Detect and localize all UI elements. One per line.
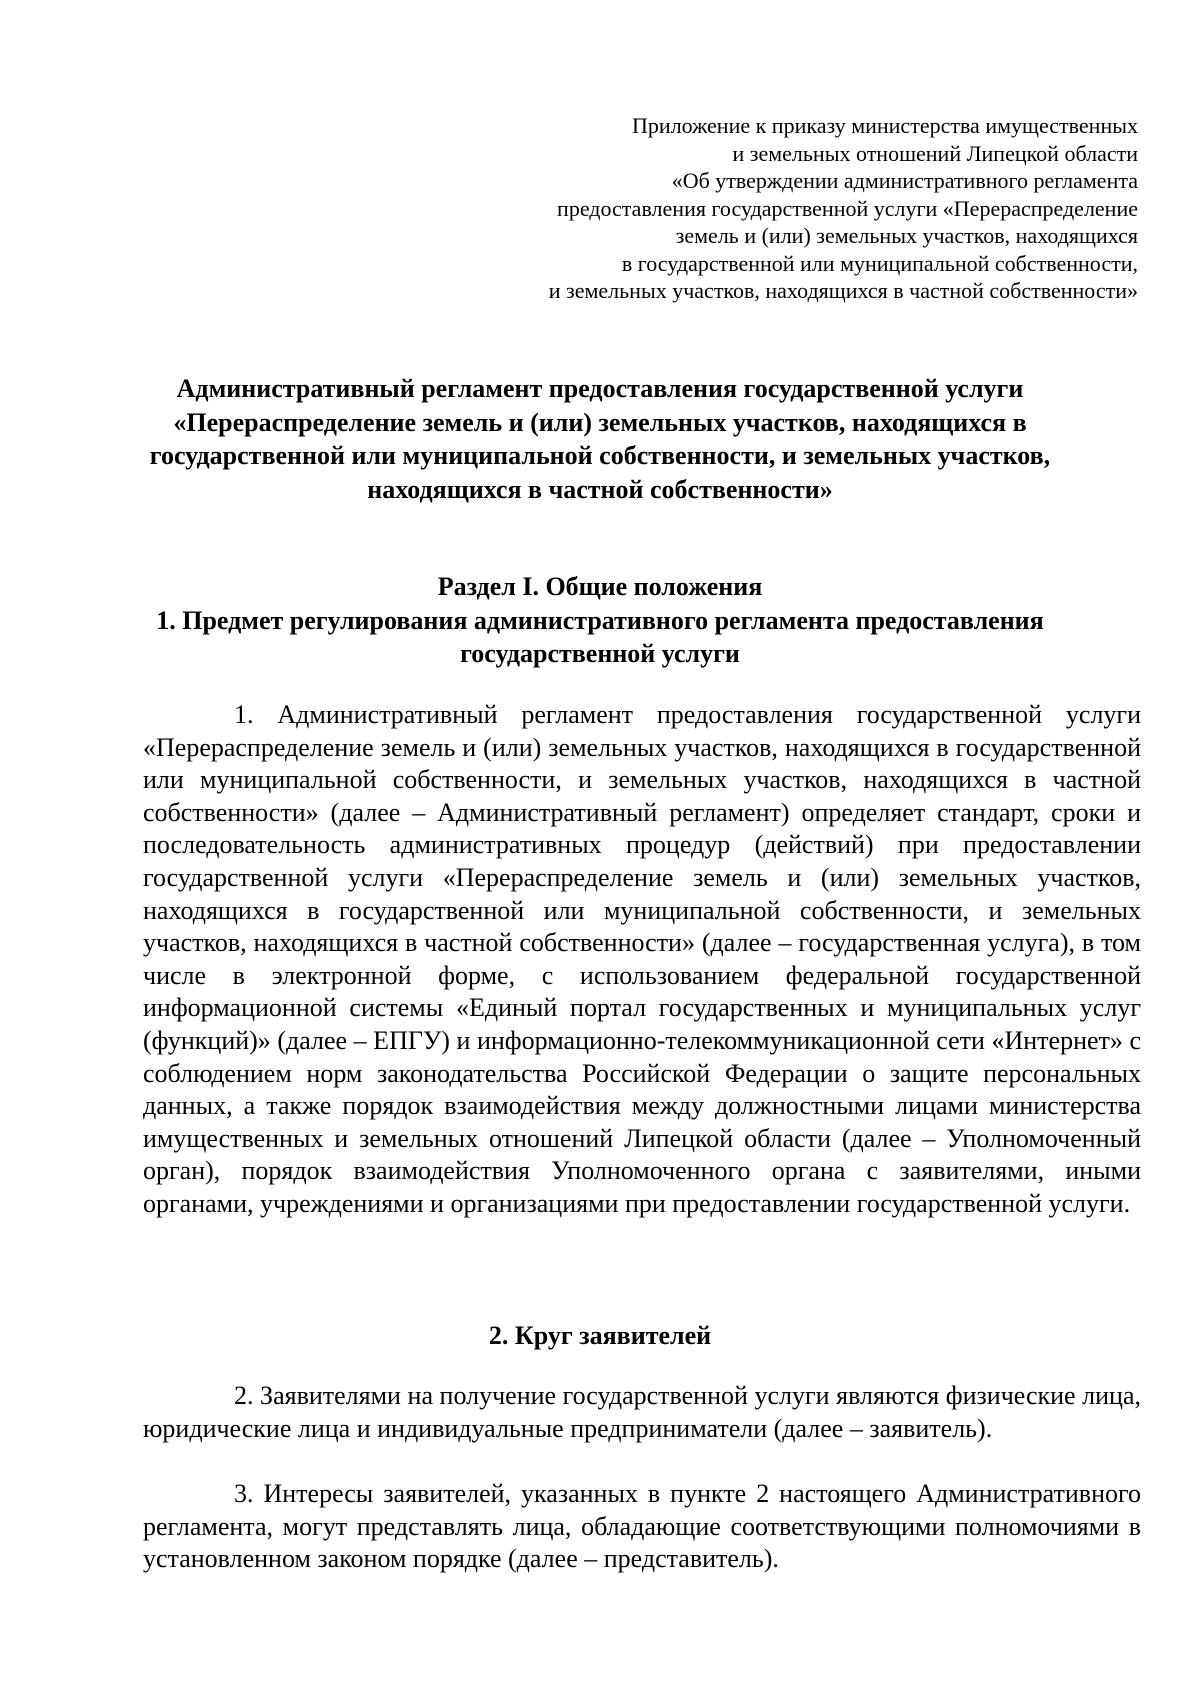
title-line: Административный регламент предоставления государственной услуги xyxy=(176,374,1024,403)
appendix-line: предоставления государственной услуги «Перераспределение xyxy=(557,195,1138,221)
subsection-title-line: государственной услуги xyxy=(460,639,740,668)
appendix-line: земель и (или) земельных участков, находящихся xyxy=(675,223,1138,248)
appendix-line: в государственной или муниципальной собственности, xyxy=(621,250,1138,276)
paragraph-1: 1. Административный регламент предоставления государственной услуги «Перераспределение земель и (или) земельных участков, находящихся в государственной или муниципальной собственности, и земельных участков, находящихся в частной собственности» (далее – Административный регламент) определяет стандарт, сроки и последовательность административных процедур (действий) при предоставлении государственной услуги «Перераспределение земель и (или) земельных участков, находящихся в государственной или муниципальной собственности, и земельных участков, находящихся в частной собственности» (далее – государственная услуга), в том числе в электронной форме, с использованием федеральной государственной информационной системы «Единый портал государственных и муниципальных услуг (функций)» (далее – ЕПГУ) и информационно-телекоммуникационной сети «Интернет» с соблюдением норм законодательства Российской Федерации о защите персональных данных, а также порядок взаимодействия между должностными лицами министерства имущественных и земельных отношений Липецкой области (далее – Уполномоченный орган), порядок взаимодействия Уполномоченного органа с заявителями, иными органами, учреждениями и организациями при предоставлении государственной услуги. xyxy=(143,700,1141,1218)
appendix-line: Приложение к приказу министерства имущественных xyxy=(632,113,1138,138)
subsection-title-line: 1. Предмет регулирования административного регламента предоставления xyxy=(156,605,1044,635)
appendix-line: и земельных отношений Липецкой области xyxy=(732,140,1138,166)
title-line: государственной или муниципальной собственности, и земельных участков, xyxy=(149,441,1051,470)
subheading-applicants: 2. Круг заявителей xyxy=(488,1321,712,1350)
appendix-line: и земельных участков, находящихся в частной собственности» xyxy=(548,278,1138,303)
document-title xyxy=(130,372,1070,506)
paragraph-3: 3. Интересы заявителей, указанных в пункте 2 настоящего Административного регламента, могут представлять лица, обладающие соответствующими полномочиями в установленном законом порядке (далее – представитель). xyxy=(143,1479,1141,1574)
section-title: Раздел I. Общие положения xyxy=(437,572,763,601)
title-line: «Перераспределение земель и (или) земельных участков, находящихся в xyxy=(173,407,1027,437)
paragraph-2: 2. Заявителями на получение государственной услуги являются физические лица, юридические лица и индивидуальные предприниматели (далее – заявитель). xyxy=(143,1381,1141,1443)
section-heading xyxy=(130,570,1070,671)
title-line: находящихся в частной собственности» xyxy=(367,474,833,504)
appendix-header xyxy=(420,112,1138,305)
appendix-line: «Об утверждении административного регламента xyxy=(671,168,1138,193)
